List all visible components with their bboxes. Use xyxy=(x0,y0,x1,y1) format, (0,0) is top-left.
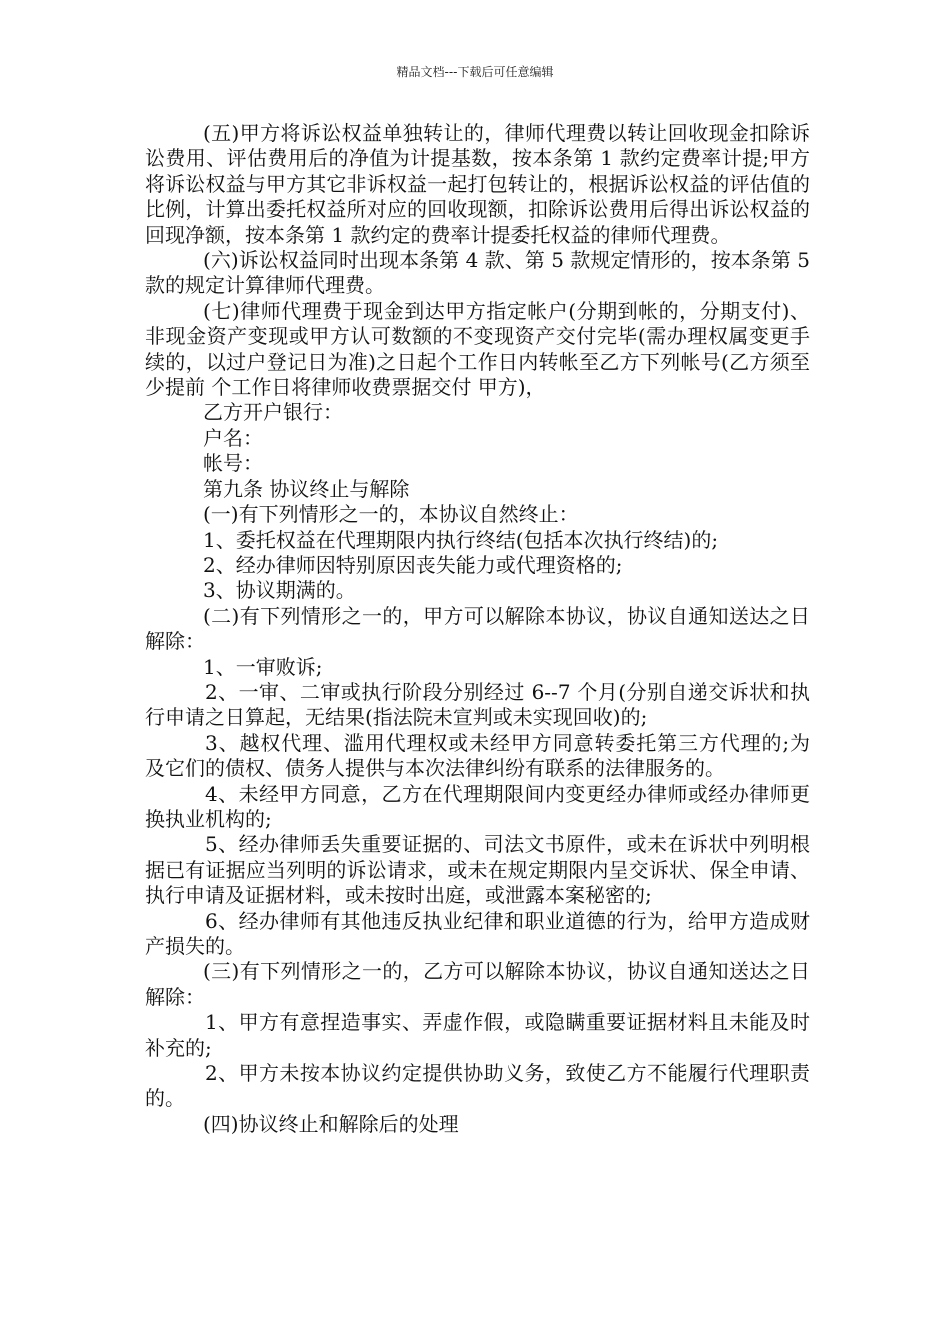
list-item: 1、委托权益在代理期限内执行终结(包括本次执行终结)的; xyxy=(203,527,719,552)
account-name-label: 户名： xyxy=(203,425,263,450)
paragraph: (六)诉讼权益同时出现本条第 4 款、第 5 款规定情形的，按本条第 5 款的规定计算律师代理费。 xyxy=(145,248,810,298)
list-item: 3、越权代理、滥用代理权或未经甲方同意转委托第三方代理的;为 及它们的债权、债务人提供与本次法律纠纷有联系的法律服务的。 xyxy=(145,730,810,781)
list-item: 2、一审、二审或执行阶段分别经过 6--7 个月(分别自递交诉状和执行申请之日算起，无结果(指法院未宣判或未实现回收)的; xyxy=(145,679,810,730)
article-heading: 第九条 协议终止与解除 xyxy=(203,476,410,501)
list-item: 1、甲方有意捏造事实、弄虚作假，或隐瞒重要证据材料且未能及时补充的; xyxy=(145,1010,810,1060)
list-item: 5、经办律师丢失重要证据的、司法文书原件，或未在诉状中列明根据已有证据应当列明的诉讼请求，或未在规定期限内呈交诉状、保全申请、执行申请及证据材料，或未按时出庭，或泄露本案秘密的; xyxy=(145,832,810,908)
list-item: 6、经办律师有其他违反执业纪律和职业道德的行为，给甲方造成财产损失的。 xyxy=(145,908,810,958)
paragraph: (三)有下列情形之一的，乙方可以解除本协议，协议自通知送达之日解除： xyxy=(145,959,810,1009)
paragraph: (七)律师代理费于现金到达甲方指定帐户(分期到帐的，分期支付)、非现金资产变现或甲方认可数额的不变现资产交付完毕(需办理权属变更手续的，以过户登记日为准)之日起个工作日内转帐至乙方下列帐号(乙方须至少提前 个工作日将律师收费票据交付 甲方)， xyxy=(145,298,810,400)
paragraph: (一)有下列情形之一的，本协议自然终止： xyxy=(203,502,579,527)
list-item: 3、协议期满的。 xyxy=(203,578,356,603)
document-body xyxy=(145,121,810,1137)
page-header: 精品文档---下载后可任意编辑 xyxy=(396,65,554,79)
paragraph: (四)协议终止和解除后的处理 xyxy=(203,1111,459,1136)
bank-label: 乙方开户银行： xyxy=(203,400,343,425)
paragraph: (五)甲方将诉讼权益单独转让的，律师代理费以转让回收现金扣除诉讼费用、评估费用后的净值为计提基数，按本条第 1 款约定费率计提;甲方将诉讼权益与甲方其它非诉权益一起打包转让的，根据诉讼权益的评估值的比例，计算出委托权益所对应的回收现额，扣除诉讼费用后得出诉讼权益的回现净额，按本条第 1 款约定的费率计提委托权益的律师代理费。 xyxy=(145,121,810,247)
list-item: 2、甲方未按本协议约定提供协助义务，致使乙方不能履行代理职责的。 xyxy=(145,1061,810,1111)
list-item: 2、经办律师因特别原因丧失能力或代理资格的; xyxy=(203,552,623,577)
list-item: 4、未经甲方同意，乙方在代理期限间内变更经办律师或经办律师更换执业机构的; xyxy=(145,781,810,831)
paragraph: (二)有下列情形之一的，甲方可以解除本协议，协议自通知送达之日解除： xyxy=(145,603,810,654)
account-number-label: 帐号： xyxy=(203,451,263,476)
list-item: 1、一审败诉; xyxy=(203,654,323,679)
